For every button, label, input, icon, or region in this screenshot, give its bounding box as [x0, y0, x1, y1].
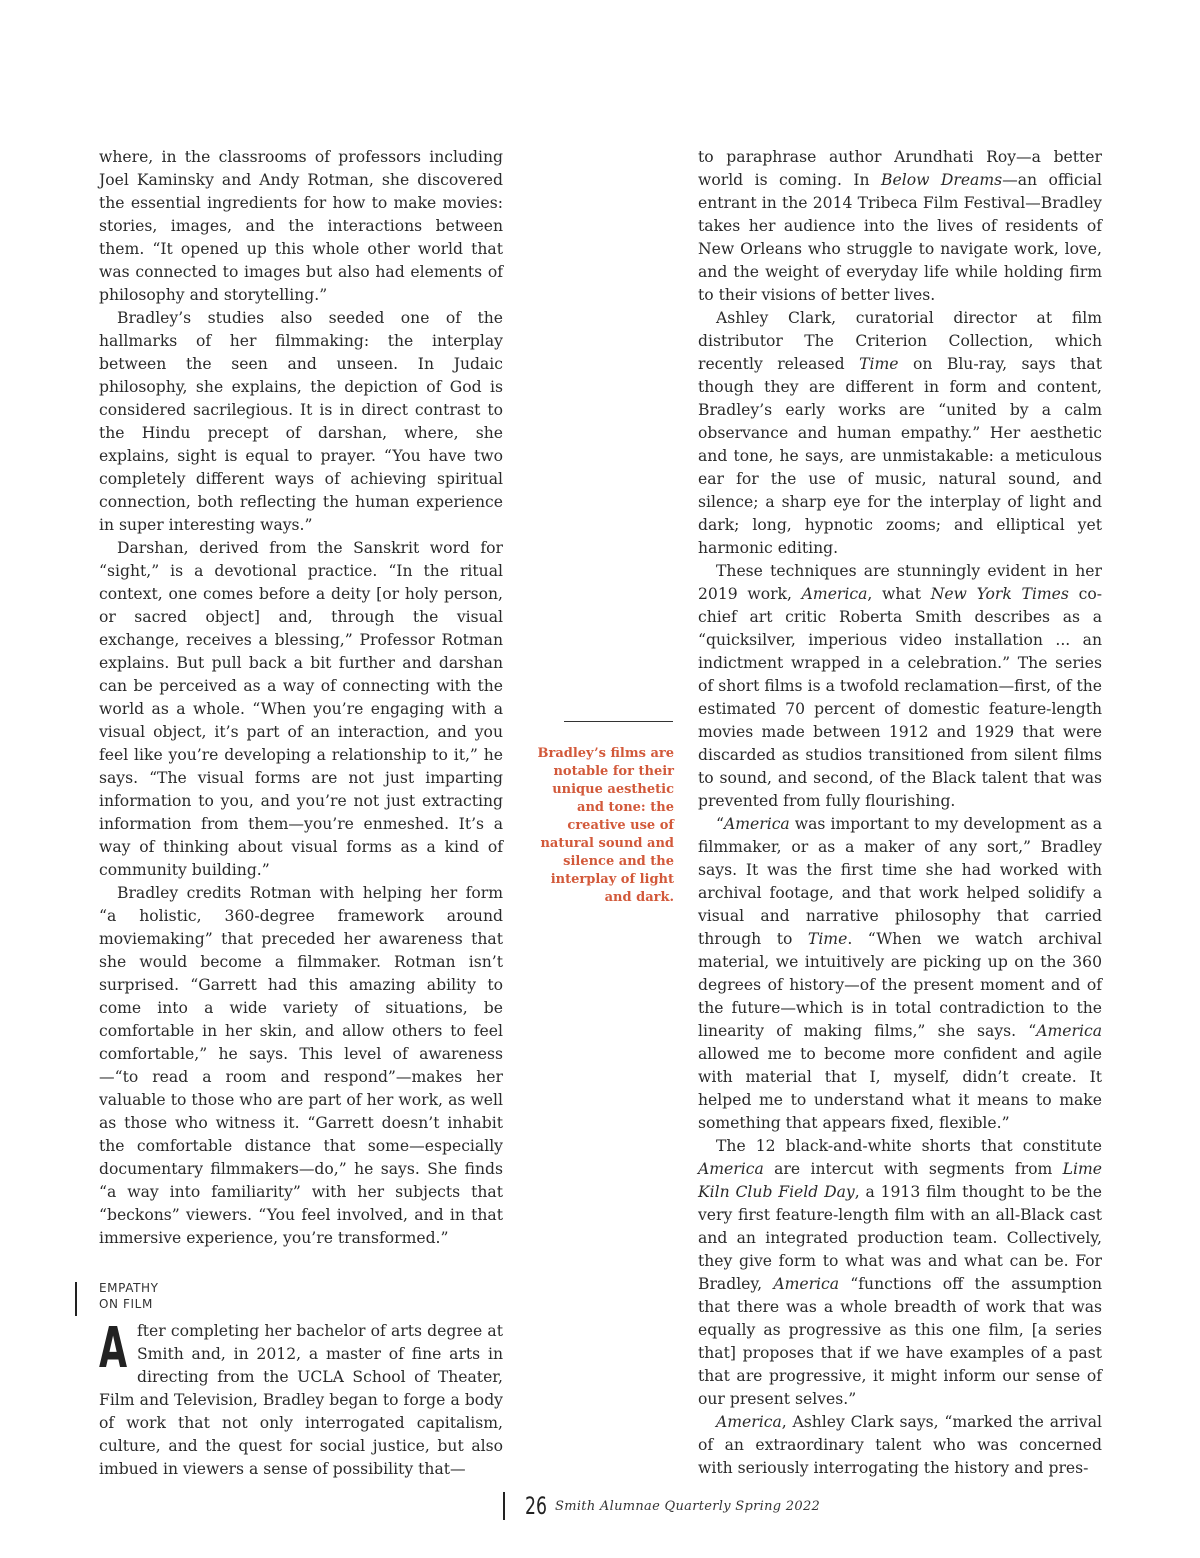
section-label-line1: EMPATHY [99, 1281, 159, 1295]
body-paragraph [698, 307, 1102, 560]
body-paragraph: Bradley credits Rotman with helping her form “a holistic, 360-degree framework around moviemaking” that preceded her awareness that she would become a filmmaker. Rotman isn’t surprised. “Garrett had this amazing ability to come into a wide variety of situations, be comfortable in her skin, and allow others to feel comfortable,” he says. This level of awareness—“to read a room and respond”—makes her valuable to those who are part of her work, as well as those who witness it. “Garrett doesn’t inhabit the comfortable distance that some—especially documentary filmmakers—do,” he says. She finds “a way into familiarity” with her subjects that “beckons” viewers. “You feel involved, and in that immersive experience, you’re transformed.” [99, 884, 503, 1247]
section-heading-bar [75, 1282, 77, 1316]
pull-quote: Bradley’s films are notable for their unique aesthetic and tone: the creative use of natural sound and silence and the interplay of light and dark. [537, 746, 674, 905]
text-run: These techniques are stunningly evident in her 2019 work, [698, 562, 1102, 603]
body-paragraph: Bradley’s studies also seeded one of the hallmarks of her filmmaking: the interplay between the seen and unseen. In Judaic philosophy, she explains, the depiction of God is considered sacrilegious. It is in direct contrast to the Hindu precept of darshan, where, she explains, sight is equal to prayer. “You have two completely different ways of achieving spiritual connection, both reflecting the human experience in super interesting ways.” [99, 309, 503, 534]
body-paragraph [698, 560, 1102, 813]
italic-title: Below Dreams [881, 171, 1003, 189]
text-run: “functions off the assumption that there was a whole breadth of work that was equally as progressive as this one film, [a series that] proposes that if we have examples of a past that are progressive, it might inform our sense of our present selves.” [698, 1275, 1102, 1408]
text-run: allowed me to become more confident and agile with material that I, myself, didn’t create. It helped me to understand what it means to make something that appears fixed, flexible.” [698, 1045, 1102, 1132]
italic-title: America [1036, 1022, 1102, 1040]
drop-cap: A [99, 1316, 128, 1381]
italic-title: America [773, 1275, 840, 1293]
italic-title: America [698, 1160, 764, 1178]
italic-title: Time [807, 930, 848, 948]
body-paragraph [698, 1135, 1102, 1411]
italic-title: New York Times [930, 585, 1069, 603]
text-run: on Blu-ray, says that though they are different in form and content, Bradley’s early works are “united by a calm observance and human empathy.” Her aesthetic and tone, he says, are unmistakable: a meticulous ear for the use of music, natural sound, and silence; a sharp eye for the interplay of light and dark; long, hypnotic zooms; and elliptical yet harmonic editing. [698, 355, 1102, 557]
dropcap-paragraph-text: fter completing her bachelor of arts degree at Smith and, in 2012, a master of fine arts in directing from the UCLA School of Theater, Film and Television, Bradley began to forge a body of work that not only interrogated capitalism, culture, and the quest for social justice, but also imbued in viewers a sense of possibility that— [99, 1322, 503, 1478]
italic-title: America [716, 1413, 782, 1431]
publication-title: Smith Alumnae Quarterly Spring 2022 [555, 1498, 821, 1514]
section-label-line2: ON FILM [99, 1297, 153, 1311]
italic-title: Lime Kiln Club Field Day [698, 1160, 1102, 1201]
text-run: was important to my development as a filmmaker, or as a maker of any sort,” Bradley says. It was the first time she had worked with archival footage, and that work helped solidify a visual and narrative philosophy that carried through to [698, 815, 1102, 948]
italic-title: America [723, 815, 790, 833]
text-run: . “When we watch archival material, we intuitively are picking up on the 360 degrees of history—of the present moment and of the future—which is in total contradiction to the linearity of making films,” she says. “ [698, 930, 1102, 1040]
text-run: are intercut with segments from [763, 1160, 1063, 1178]
body-paragraph: where, in the classrooms of professors including Joel Kaminsky and Andy Rotman, she discovered the essential ingredients for how to make movies: stories, images, and the interactions between them. “It opened up this whole other world that was connected to images but also had elements of philosophy and storytelling.” [99, 148, 503, 304]
pull-quote-rule [564, 721, 673, 722]
text-run: The 12 black-and-white shorts that constitute [716, 1137, 1102, 1155]
body-paragraph [698, 1411, 1102, 1480]
text-run: Ashley Clark, curatorial director at film distributor The Criterion Collection, which recently released [698, 309, 1102, 373]
body-paragraph [698, 146, 1102, 307]
body-paragraph-dropcap [99, 1316, 503, 1481]
text-run: “ [716, 815, 724, 833]
text-run: —an official entrant in the 2014 Tribeca Film Festival—Bradley takes her audience into the lives of residents of New Orleans who struggle to navigate work, love, and the weight of everyday life while holding firm to their visions of better lives. [698, 171, 1102, 304]
text-run: to paraphrase author Arundhati Roy—a better world is coming. In [698, 148, 1102, 189]
right-column [698, 146, 1102, 1480]
left-column [99, 146, 503, 1481]
text-run: , what [867, 585, 931, 603]
italic-title: Time [859, 355, 899, 373]
italic-title: America [801, 585, 868, 603]
body-paragraph [698, 813, 1102, 1135]
body-paragraph: Darshan, derived from the Sanskrit word for “sight,” is a devotional practice. “In the ritual context, one comes before a deity [or holy person, or sacred object] and, through the visual exchange, receives a blessing,” Professor Rotman explains. But pull back a bit further and darshan can be perceived as a way of connecting with the world as a whole. “When you’re engaging with a visual object, it’s part of an interaction, and you feel like you’re developing a relationship to it,” he says. “The visual forms are not just imparting information to you, and you’re not just extracting information from them—you’re enmeshed. It’s a way of thinking about visual forms as a kind of community building.” [99, 539, 503, 879]
text-run: , Ashley Clark says, “marked the arrival of an extraordinary talent who was concerned with seriously interrogating the history and pres- [698, 1413, 1102, 1477]
text-run: , a 1913 film thought to be the very first feature-length film with an all-Black cast and an integrated production team. Collectively, they give form to what was and what can be. For Bradley, [698, 1183, 1102, 1293]
section-heading [99, 1280, 503, 1312]
folio [503, 1491, 820, 1521]
page-number: 26 [525, 1492, 547, 1520]
folio-bar [503, 1492, 505, 1520]
text-run: co-chief art critic Roberta Smith describes as a “quicksilver, imperious video installation ... an indictment wrapped in a celebration.” The series of short films is a twofold reclamation—first, of the estimated 70 percent of domestic feature-length movies made between 1912 and 1929 that were discarded as studios transitioned from silent films to sound, and second, of the Black talent that was prevented from fully flourishing. [698, 585, 1102, 810]
